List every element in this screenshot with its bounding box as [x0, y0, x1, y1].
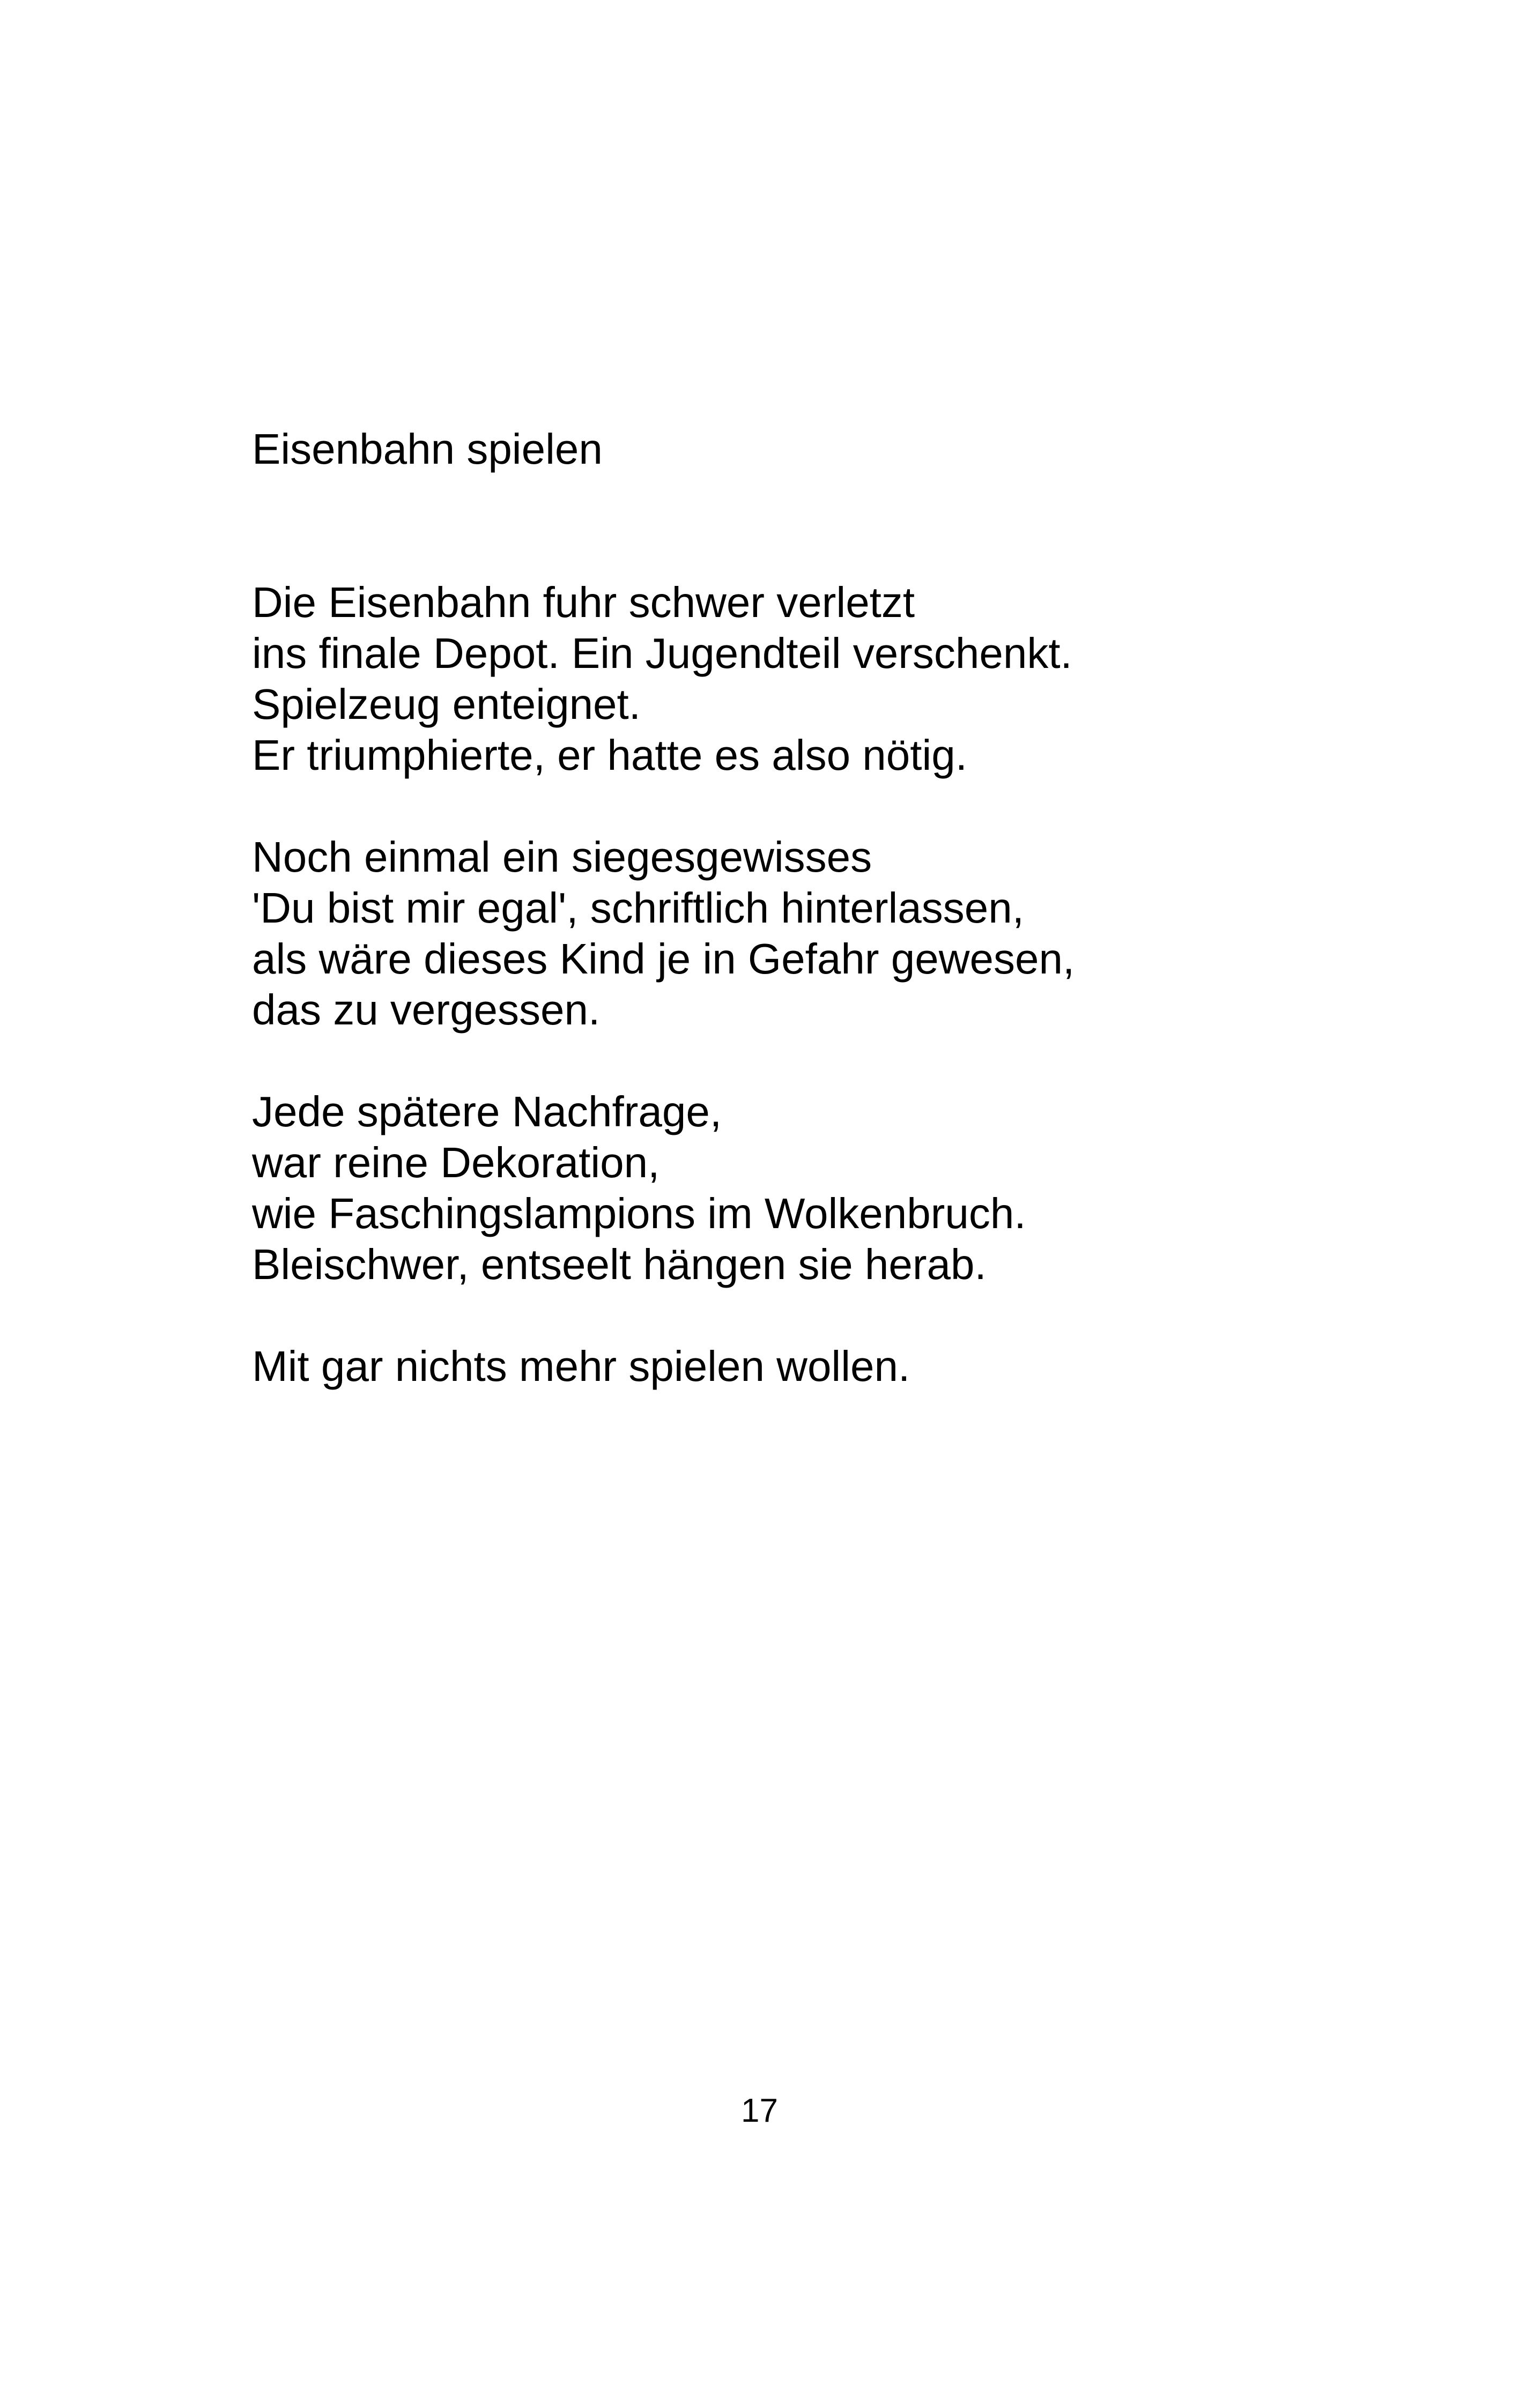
stanza-1 — [252, 577, 1075, 781]
poem-line: Spielzeug enteignet. — [252, 680, 641, 728]
poem-line: Bleischwer, entseelt hängen sie herab. — [252, 1240, 987, 1288]
stanza-2 — [252, 831, 1075, 1035]
stanza-4 — [252, 1341, 1075, 1392]
poem-line: Mit gar nichts mehr spielen wollen. — [252, 1342, 910, 1390]
poem-body — [252, 577, 1075, 1443]
poem-line: Jede spätere Nachfrage, — [252, 1088, 722, 1135]
poem-line: ins finale Depot. Ein Jugendteil verschenkt. — [252, 629, 1072, 677]
page-number: 17 — [741, 2092, 778, 2129]
poem-line: das zu vergessen. — [252, 986, 601, 1034]
poem-line: wie Faschingslampions im Wolkenbruch. — [252, 1190, 1026, 1237]
poem-line: war reine Dekoration, — [252, 1139, 660, 1186]
poem-line: Er triumphierte, er hatte es also nötig. — [252, 731, 967, 779]
poem-title: Eisenbahn spielen — [252, 425, 603, 473]
poem-line: Noch einmal ein siegesgewisses — [252, 833, 872, 881]
poem-line: 'Du bist mir egal', schriftlich hinterlassen, — [252, 884, 1024, 932]
poem-line: Die Eisenbahn fuhr schwer verletzt — [252, 578, 915, 626]
stanza-3 — [252, 1086, 1075, 1290]
poem-line: als wäre dieses Kind je in Gefahr gewesen, — [252, 935, 1075, 983]
